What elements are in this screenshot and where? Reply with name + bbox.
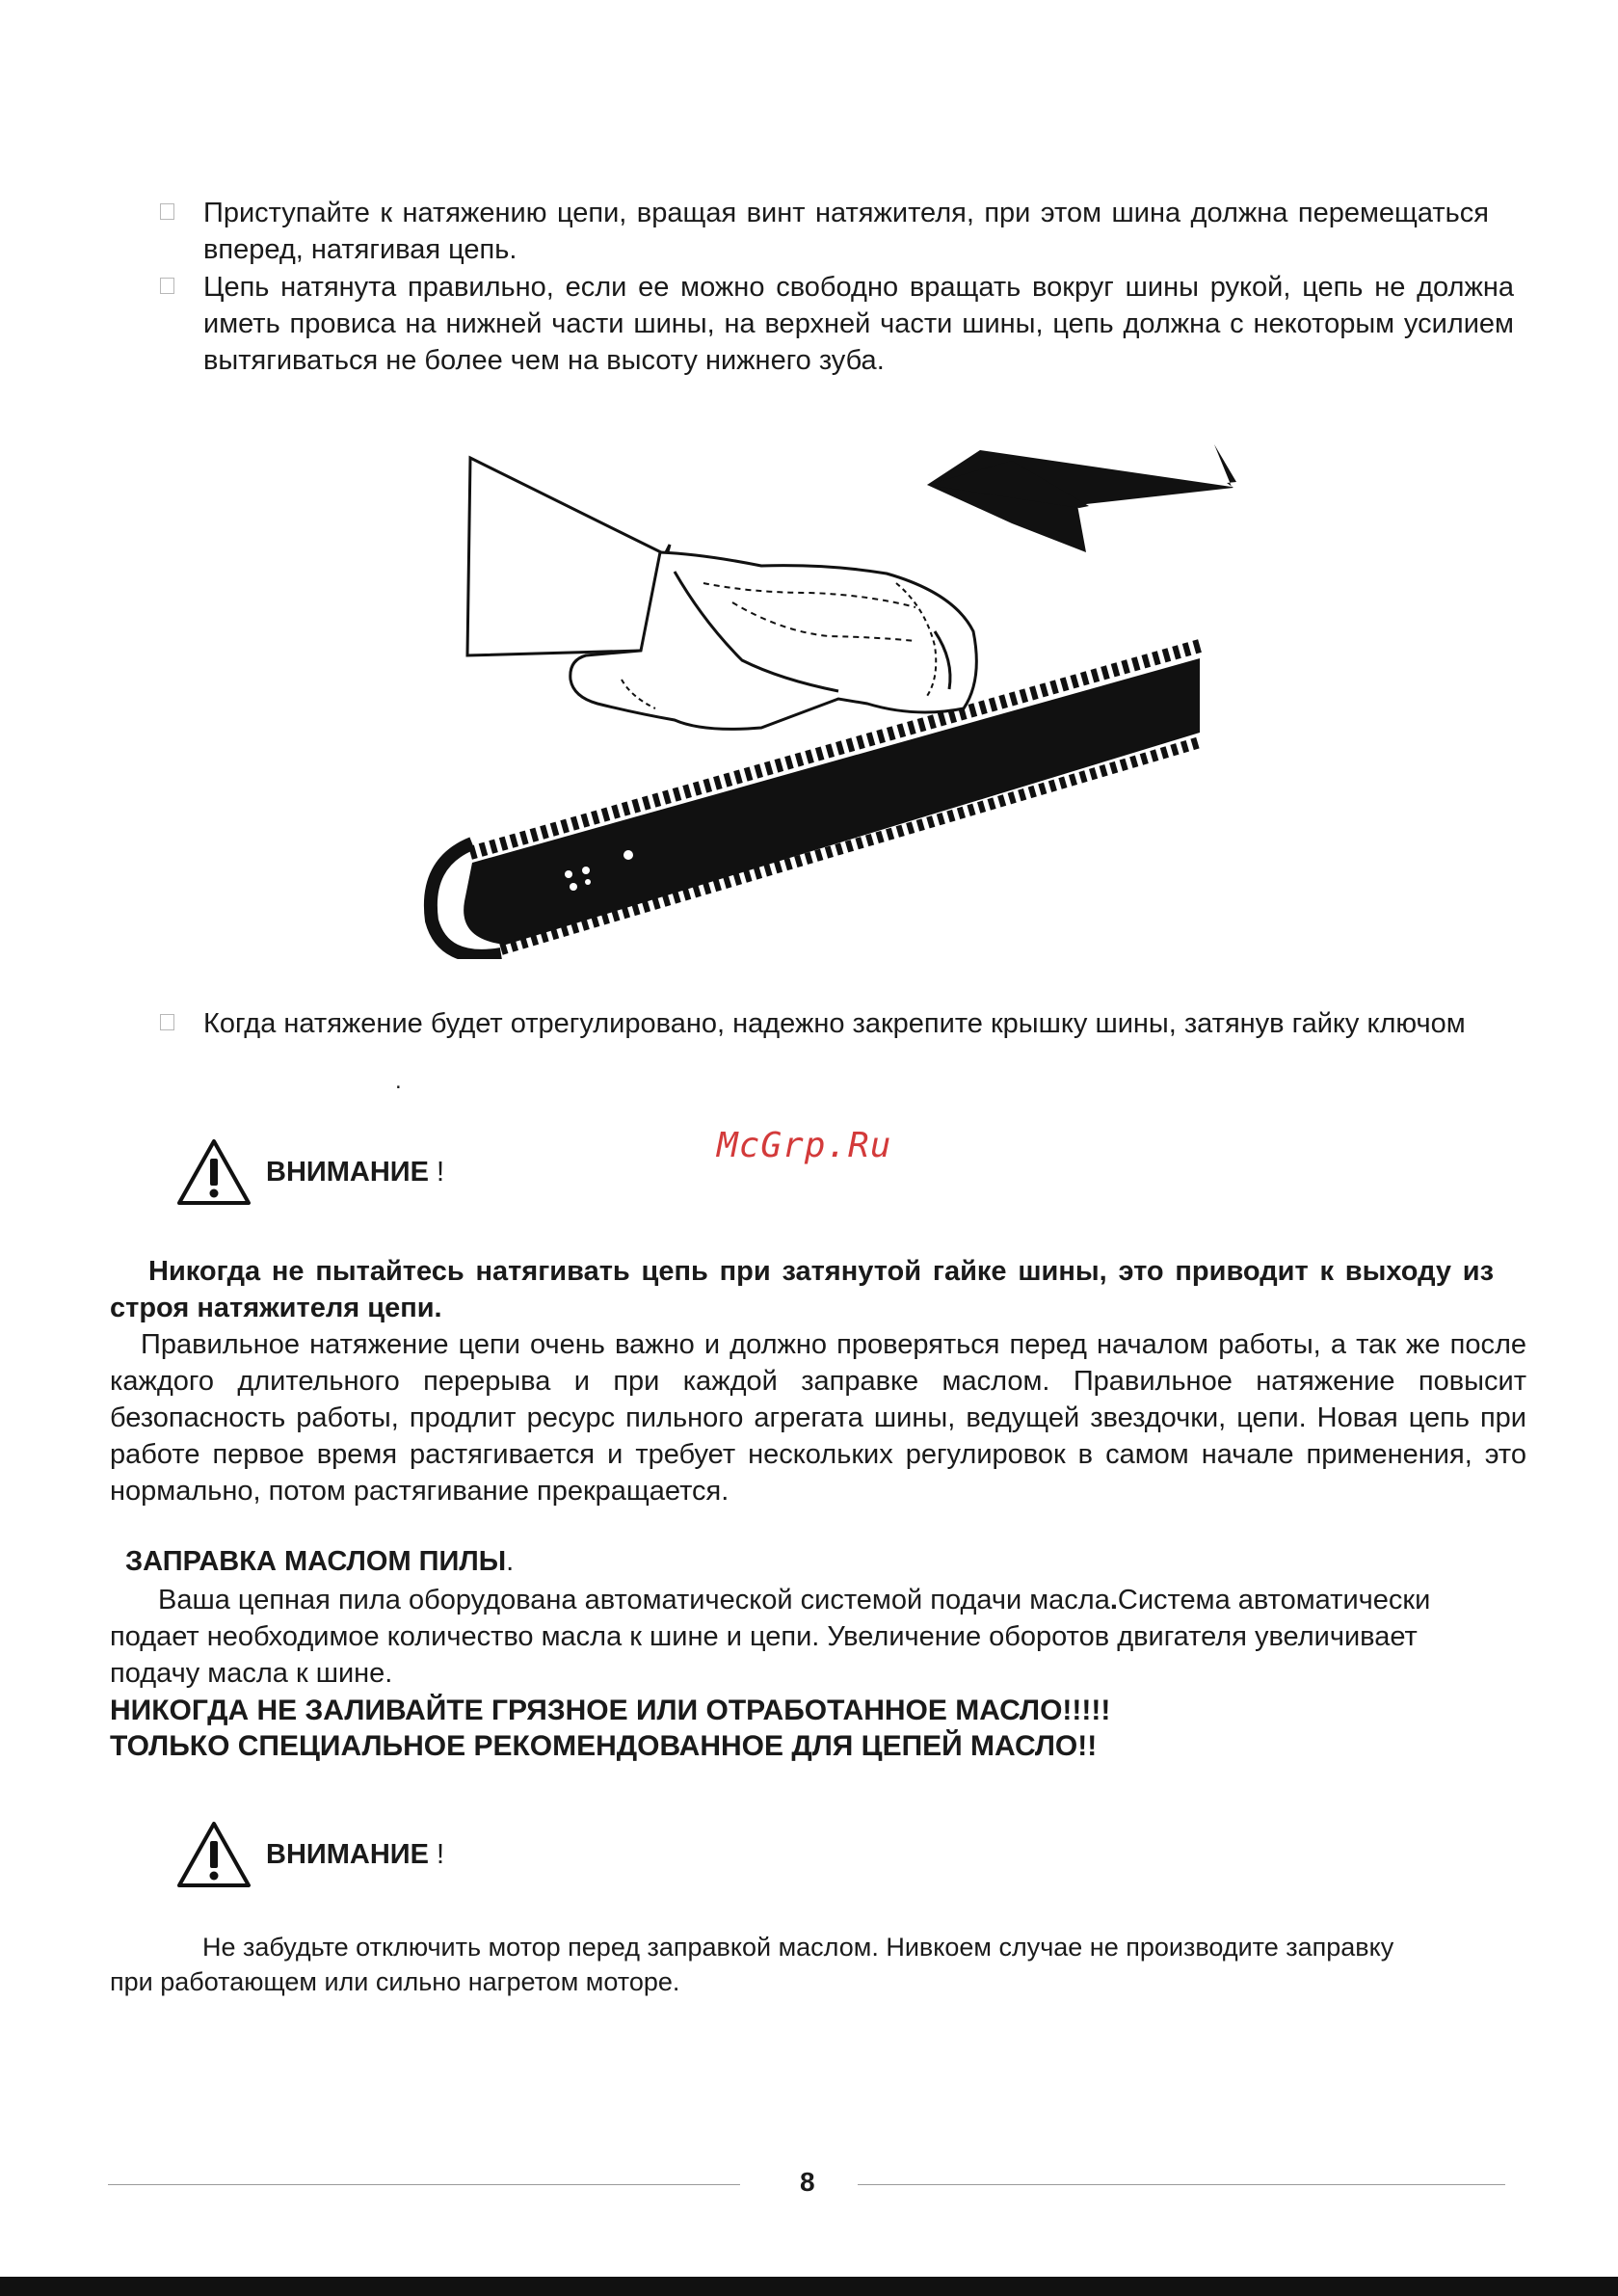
bullet-marker (160, 1014, 174, 1030)
warning-label: ВНИМАНИЕ (266, 1838, 429, 1870)
warning-header-2 (175, 1820, 444, 1889)
page-number: 8 (800, 2167, 815, 2197)
warning-text: Никогда не пытайтесь натягивать цепь при затянутой гайке шины, это приводит к выходу из строя натяжителя цепи. (110, 1256, 1494, 1323)
bullet-marker (160, 203, 174, 220)
warning-header-1 (175, 1137, 444, 1207)
bullet-text: Цепь натянута правильно, если ее можно свободно вращать вокруг шины рукой, цепь не должна иметь провиса на нижней части шины, на верхней части шины, цепь должна с некоторым усилием вытягиваться не более чем на высоту нижнего зуба. (203, 272, 1514, 376)
bullet-item-1 (160, 195, 1494, 268)
oil-paragraph-part-2: Система автоматически подает необходимое количество масла к шине и цепи. Увеличение оборотов двигателя увеличивает подачу масла к шине. (110, 1585, 1431, 1689)
oil-warning-caps-2: ТОЛЬКО СПЕЦИАЛЬНОЕ РЕКОМЕНДОВАННОЕ ДЛЯ ЦЕПЕЙ МАСЛО!! (110, 1730, 1098, 1762)
footer-rule-right (858, 2184, 1505, 2185)
oil-warning-caps-1: НИКОГДА НЕ ЗАЛИВАЙТЕ ГРЯЗНОЕ ИЛИ ОТРАБОТАННОЕ МАСЛО!!!!! (110, 1695, 1111, 1726)
bullet-marker (160, 278, 174, 294)
engine-off-notice: Не забудьте отключить мотор перед заправкой маслом. Нивкоем случае не производите заправку при работающем или сильно нагретом моторе. (110, 1933, 1394, 1996)
bullet-item-2 (160, 269, 1519, 379)
oil-heading (125, 1546, 514, 1578)
direction-arrow-icon (927, 444, 1236, 552)
bullet-item-3 (160, 1005, 1494, 1042)
oil-heading-text: ЗАПРАВКА МАСЛОМ ПИЛЫ (125, 1546, 507, 1577)
watermark: McGrp.Ru (717, 1126, 892, 1165)
chain-tension-paragraph: Правильное натяжение цепи очень важно и должно проверяться перед началом работы, а так же после каждого длительного перерыва и при каждой заправке маслом. Правильное натяжение повысит безопасность работы, продлит ресурс пильного агрегата шины, ведущей звездочки, цепи. Новая цепь при работе первое время растягивается и требует нескольких регулировок в самом начале применения, это нормально, потом растягивание прекращается. (110, 1329, 1526, 1507)
chain-tension-illustration (414, 439, 1253, 959)
bullet-text: Приступайте к натяжению цепи, вращая винт натяжителя, при этом шина должна перемещаться вперед, натягивая цепь. (203, 198, 1489, 265)
stray-dot: . (395, 1068, 402, 1094)
oil-paragraph-part-1: Ваша цепная пила оборудована автоматической системой подачи масла (158, 1585, 1110, 1615)
footer-rule-left (108, 2184, 740, 2185)
warning-triangle-icon (175, 1820, 252, 1889)
warning-exclamation: ! (436, 1156, 445, 1188)
gloved-hand (467, 458, 976, 729)
oil-heading-dot: . (506, 1546, 515, 1577)
oil-paragraph-dot: . (1109, 1585, 1118, 1615)
warning-triangle-icon (175, 1137, 252, 1207)
scan-edge-bar (0, 2277, 1618, 2296)
oil-paragraph (110, 1582, 1498, 1692)
bullet-text: Когда натяжение будет отрегулировано, надежно закрепите крышку шины, затянув гайку ключом (203, 1008, 1466, 1039)
warning-label: ВНИМАНИЕ (266, 1156, 429, 1188)
warning-exclamation: ! (436, 1838, 445, 1870)
